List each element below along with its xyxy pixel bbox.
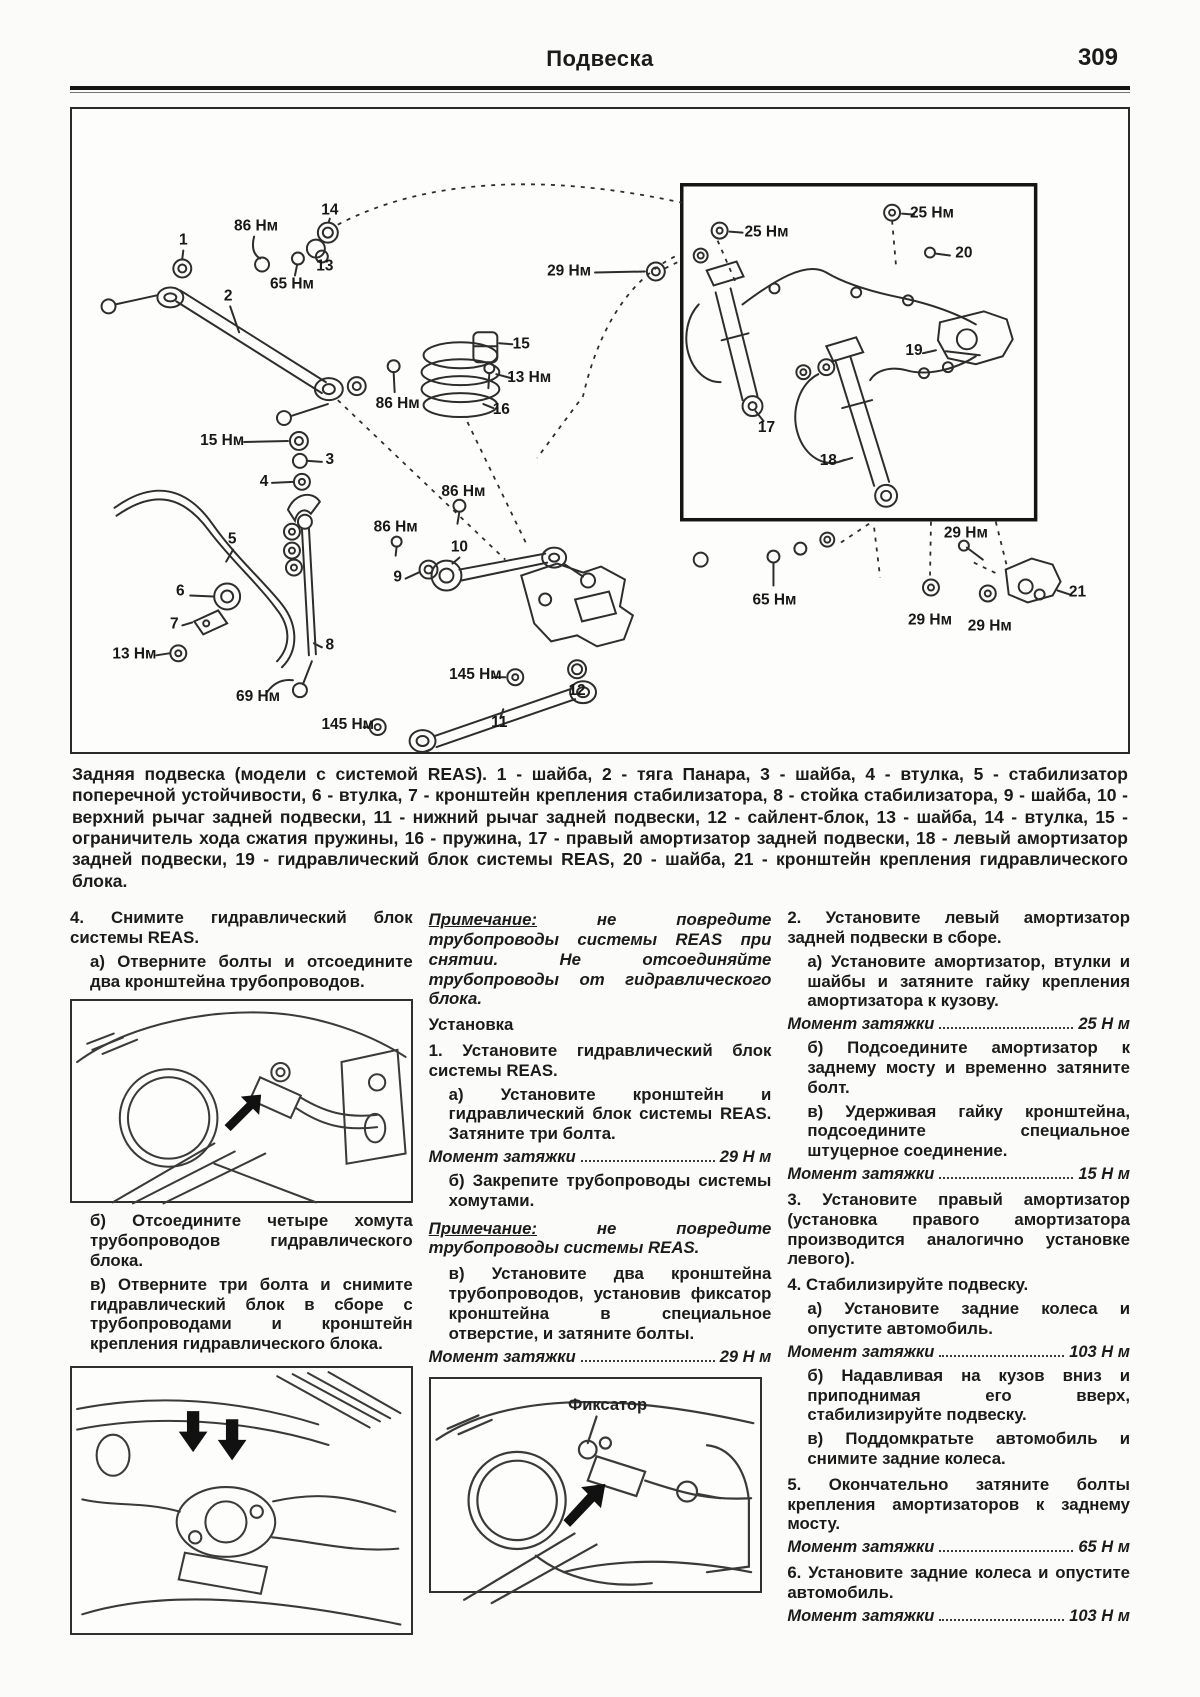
- substep-text: а) Установите кронштейн и гидравлический блок системы REAS. Затяните три болта.: [448, 1084, 772, 1144]
- column-left: [70, 902, 413, 1643]
- substep-text: а) Установите задние колеса и опустите автомобиль.: [807, 1299, 1131, 1338]
- diagram-label: 86 Нм: [375, 395, 420, 413]
- substep-text: а) Отверните болты и отсоедините два кронштейна трубопроводов.: [90, 951, 413, 991]
- torque-value: 103 Н м: [1069, 1606, 1131, 1625]
- reas-inset-box: [595, 185, 1036, 520]
- page-header: [70, 46, 1130, 86]
- torque-value: 25 Н м: [1078, 1015, 1131, 1034]
- substep-text: б) Отсоедините четыре хомута трубопроводов гидравлического блока.: [90, 1211, 413, 1270]
- diagram-parts: [102, 219, 1070, 752]
- substep-text: а) Установите амортизатор, втулки и шайбы и затяните гайку крепления амортизатора к кузову.: [807, 951, 1131, 1011]
- diagram-label: 3: [325, 450, 335, 468]
- torque-label: Момент затяжки: [787, 1538, 935, 1557]
- torque-spec: [787, 1607, 1130, 1626]
- torque-value: 29 Н м: [719, 1148, 772, 1166]
- diagram-label: 65 Нм: [269, 275, 314, 293]
- diagram-label: 29 Нм: [943, 524, 988, 542]
- step-text: 1. Установите гидравлический блок системы REAS.: [428, 1040, 772, 1080]
- suspension-diagram-art: [72, 109, 1128, 752]
- dotted-leader: [939, 1015, 1073, 1029]
- diagram-label-layer: [112, 202, 1086, 733]
- diagram-label: 13: [316, 257, 334, 275]
- diagram-label: 18: [819, 451, 837, 469]
- diagram-label: 2: [223, 287, 233, 305]
- torque-spec: [429, 1148, 772, 1167]
- dotted-leader: [939, 1343, 1064, 1357]
- diagram-label: 7: [170, 615, 179, 633]
- torque-value: 65 Н м: [1078, 1538, 1131, 1557]
- photo-hydraulic-block-removal: [70, 1366, 413, 1635]
- step-text: 5. Окончательно затяните болты крепления амортизаторов к заднему мосту.: [787, 1474, 1131, 1534]
- section-heading: Установка: [428, 1015, 514, 1035]
- shock-absorber-left: [795, 337, 897, 506]
- dotted-leader: [581, 1348, 715, 1362]
- header-rule-thin: [70, 92, 1130, 93]
- torque-spec: [429, 1348, 772, 1367]
- substep-text: б) Закрепите трубопроводы системы хомутами.: [448, 1171, 772, 1210]
- torque-label: Момент затяжки: [787, 1015, 935, 1034]
- diagram-label: 15: [512, 335, 530, 353]
- diagram-label: 86 Нм: [373, 518, 418, 536]
- torque-value: 29 Н м: [719, 1347, 772, 1366]
- substep-text: в) Поддомкратьте автомобиль и снимите задние колеса.: [807, 1429, 1131, 1468]
- diagram-label: 145 Нм: [449, 666, 502, 684]
- stabilizer-bar: [115, 491, 295, 668]
- diagram-label: 13 Нм: [507, 369, 552, 387]
- stabilizer-link: [293, 515, 322, 697]
- diagram-label: 12: [568, 682, 586, 700]
- reas-pipes: [743, 269, 976, 380]
- header-rule: [70, 86, 1130, 90]
- diagram-label: 8: [325, 636, 335, 654]
- diagram-label: 86 Нм: [234, 217, 279, 235]
- suspension-diagram: [70, 107, 1130, 754]
- substep-text: б) Надавливая на кузов вниз и приподнимая его вверх, стабилизируйте подвеску.: [807, 1365, 1131, 1425]
- step-text: 4. Стабилизируйте подвеску.: [787, 1275, 1029, 1295]
- note-prefix: Примечание:: [428, 910, 537, 930]
- dotted-leader: [939, 1165, 1073, 1179]
- axle-assembly: [521, 564, 633, 647]
- photo-fixator-bracket: [429, 1377, 762, 1593]
- torque-label: Момент затяжки: [787, 1342, 935, 1361]
- diagram-label: 13 Нм: [112, 645, 157, 663]
- diagram-label: 29 Нм: [907, 611, 952, 629]
- torque-spec: [787, 1538, 1130, 1557]
- diagram-label: 25 Нм: [744, 223, 789, 241]
- dotted-leader: [581, 1148, 715, 1162]
- note-body: не повредите трубопроводы системы REAS.: [428, 1218, 772, 1258]
- torque-value: 103 Н м: [1069, 1342, 1131, 1361]
- torque-label: Момент затяжки: [787, 1606, 935, 1625]
- manual-page: [70, 0, 1130, 1643]
- diagram-label: 15 Нм: [200, 431, 245, 449]
- torque-label: Момент затяжки: [787, 1165, 935, 1183]
- diagram-label: 65 Нм: [752, 591, 797, 609]
- dotted-leader: [939, 1607, 1064, 1621]
- diagram-label: 10: [450, 538, 469, 556]
- diagram-label: 29 Нм: [967, 617, 1012, 635]
- pointer-arrow-icon: [225, 1095, 262, 1132]
- page-title: Подвеска: [546, 46, 654, 71]
- photo-pipe-bracket: [70, 999, 413, 1203]
- hydraulic-block-bracket: [1006, 559, 1070, 603]
- fixator-callout: Фиксатор: [567, 1394, 647, 1414]
- substep-text: б) Подсоедините амортизатор к заднему мосту и временно затяните болт.: [807, 1038, 1131, 1097]
- diagram-caption: Задняя подвеска (модели с системой REAS). 1 - шайба, 2 - тяга Панара, 3 - шайба, 4 - втулка, 5 - стабилизатор поперечной устойчивости, 6 - втулка, 7 - кронштейн крепления стабилизатора, 8 - стойка стабилизатора, 9 - шайба, 10 - верхний рычаг задней подвески, 11 - нижний рычаг задней подвески, 12 - сайлент-блок, 13 - шайба, 14 - втулка, 15 - ограничитель хода сжатия пружины, 16 - пружина, 17 - правый амортизатор задней подвески, 18 - левый амортизатор задней подвески, 19 - гидравлический блок системы REAS, 20 - шайба, 21 - кронштейн крепления гидравлического блока.: [72, 764, 1128, 891]
- step-text: 6. Установите задние колеса и опустите автомобиль.: [787, 1563, 1131, 1602]
- substep-text: в) Отверните три болта и снимите гидравлический блок в сборе с трубопроводами и кронштейн крепления гидравлического блока.: [90, 1274, 413, 1354]
- diagram-label: 11: [491, 714, 508, 732]
- substep-text: в) Удерживая гайку кронштейна, подсоедините специальное штуцерное соединение.: [807, 1101, 1131, 1161]
- substep-text: в) Установите два кронштейна трубопроводов, установив фиксатор кронштейна в специальное отверстие, и затяните болты.: [448, 1264, 772, 1343]
- diagram-label: 29 Нм: [547, 262, 592, 280]
- diagram-label: 69 Нм: [236, 688, 281, 706]
- torque-label: Момент затяжки: [428, 1148, 576, 1166]
- bolt-part: [102, 295, 157, 313]
- diagram-label: 5: [227, 530, 237, 548]
- coil-spring: [422, 342, 500, 417]
- step-text: 2. Установите левый амортизатор задней подвески в сборе.: [787, 908, 1131, 947]
- diagram-label: 6: [176, 582, 185, 600]
- diagram-label: 1: [178, 231, 188, 249]
- diagram-label: 19: [905, 342, 923, 360]
- step-text: 4. Снимите гидравлический блок системы REAS.: [70, 908, 413, 947]
- page-number: 309: [1077, 44, 1118, 71]
- diagram-label: 145 Нм: [321, 716, 375, 734]
- dotted-leader: [939, 1538, 1073, 1552]
- note-text: [429, 910, 772, 1009]
- step-text: 3. Установите правый амортизатор (установка правого амортизатора производится аналогично установке левого).: [787, 1190, 1131, 1269]
- diagram-label: 86 Нм: [441, 482, 486, 500]
- diagram-label: 16: [492, 401, 510, 419]
- note-prefix: Примечание:: [428, 1218, 537, 1238]
- torque-label: Момент затяжки: [428, 1347, 576, 1366]
- diagram-label: 9: [393, 568, 402, 586]
- diagram-label: 20: [955, 244, 973, 262]
- torque-spec: [787, 1165, 1130, 1184]
- note-body: не повредите трубопроводы системы REAS при снятии. Не отсоединяйте трубопроводы от гидравлического блока.: [428, 910, 772, 1009]
- diagram-label: 25 Нм: [909, 204, 954, 222]
- torque-spec: [787, 1343, 1130, 1362]
- shock-absorber-right: [686, 262, 763, 422]
- note-text: [429, 1219, 772, 1259]
- column-right: [787, 902, 1130, 1643]
- diagram-label: 17: [757, 418, 776, 436]
- torque-spec: [787, 1015, 1130, 1034]
- diagram-label: 14: [321, 201, 339, 219]
- pointer-arrow-icon: [179, 1411, 208, 1452]
- panhard-rod: [157, 287, 342, 400]
- column-middle: [429, 902, 772, 1643]
- diagram-label: 21: [1068, 583, 1087, 601]
- torque-value: 15 Н м: [1078, 1165, 1131, 1183]
- procedure-columns: [70, 902, 1130, 1643]
- pointer-arrow-icon: [563, 1483, 605, 1526]
- diagram-label: 4: [259, 472, 269, 490]
